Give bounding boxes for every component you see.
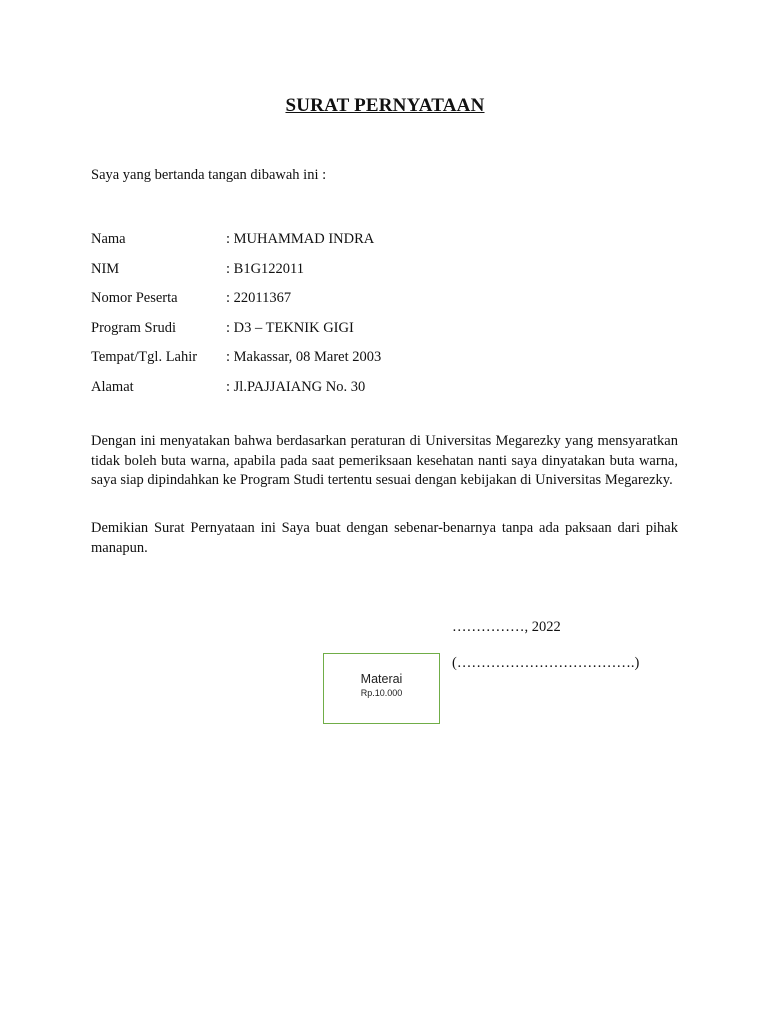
field-value: : Makassar, 08 Maret 2003 (226, 349, 382, 366)
signature-line: (……………………………….) (452, 655, 640, 671)
field-value: : B1G122011 (226, 260, 305, 277)
field-row-tempat-tgl-lahir (91, 343, 691, 373)
field-row-nim (91, 255, 691, 285)
field-label: Program Srudi (91, 319, 176, 336)
field-row-nama (91, 225, 691, 255)
intro-text: Saya yang bertanda tangan dibawah ini : (91, 167, 327, 183)
date-line: ……………, 2022 (452, 619, 561, 635)
field-value: : 22011367 (226, 290, 292, 307)
field-value: : Jl.PAJJAIANG No. 30 (226, 378, 366, 395)
document-title: SURAT PERNYATAAN (285, 95, 485, 116)
field-label: NIM (91, 260, 120, 277)
statement-paragraph: Dengan ini menyatakan bahwa berdasarkan peraturan di Universitas Megarezky yang mensyaratkan tidak boleh buta warna, apabila pada saat pemeriksaan kesehatan nanti saya dinyatakan buta warna, saya siap dipindahkan ke Program Studi tertentu sesuai dengan kebijakan di Universitas Megarezky. (91, 433, 678, 488)
identity-fields (91, 225, 691, 402)
stamp-amount: Rp.10.000 (360, 688, 403, 698)
field-row-alamat (91, 373, 691, 403)
field-row-nomor-peserta (91, 284, 691, 314)
stamp-title: Materai (360, 672, 403, 686)
closing-paragraph: Demikian Surat Pernyataan ini Saya buat dengan sebenar-benarnya tanpa ada paksaan dari pihak manapun. (91, 520, 678, 556)
field-row-program-studi (91, 314, 691, 344)
field-label: Tempat/Tgl. Lahir (91, 349, 198, 366)
materai-stamp-box (323, 653, 440, 724)
field-value: : MUHAMMAD INDRA (226, 231, 375, 248)
field-label: Alamat (91, 378, 134, 395)
field-value: : D3 – TEKNIK GIGI (226, 319, 354, 336)
field-label: Nama (91, 231, 126, 248)
field-label: Nomor Peserta (91, 290, 178, 307)
